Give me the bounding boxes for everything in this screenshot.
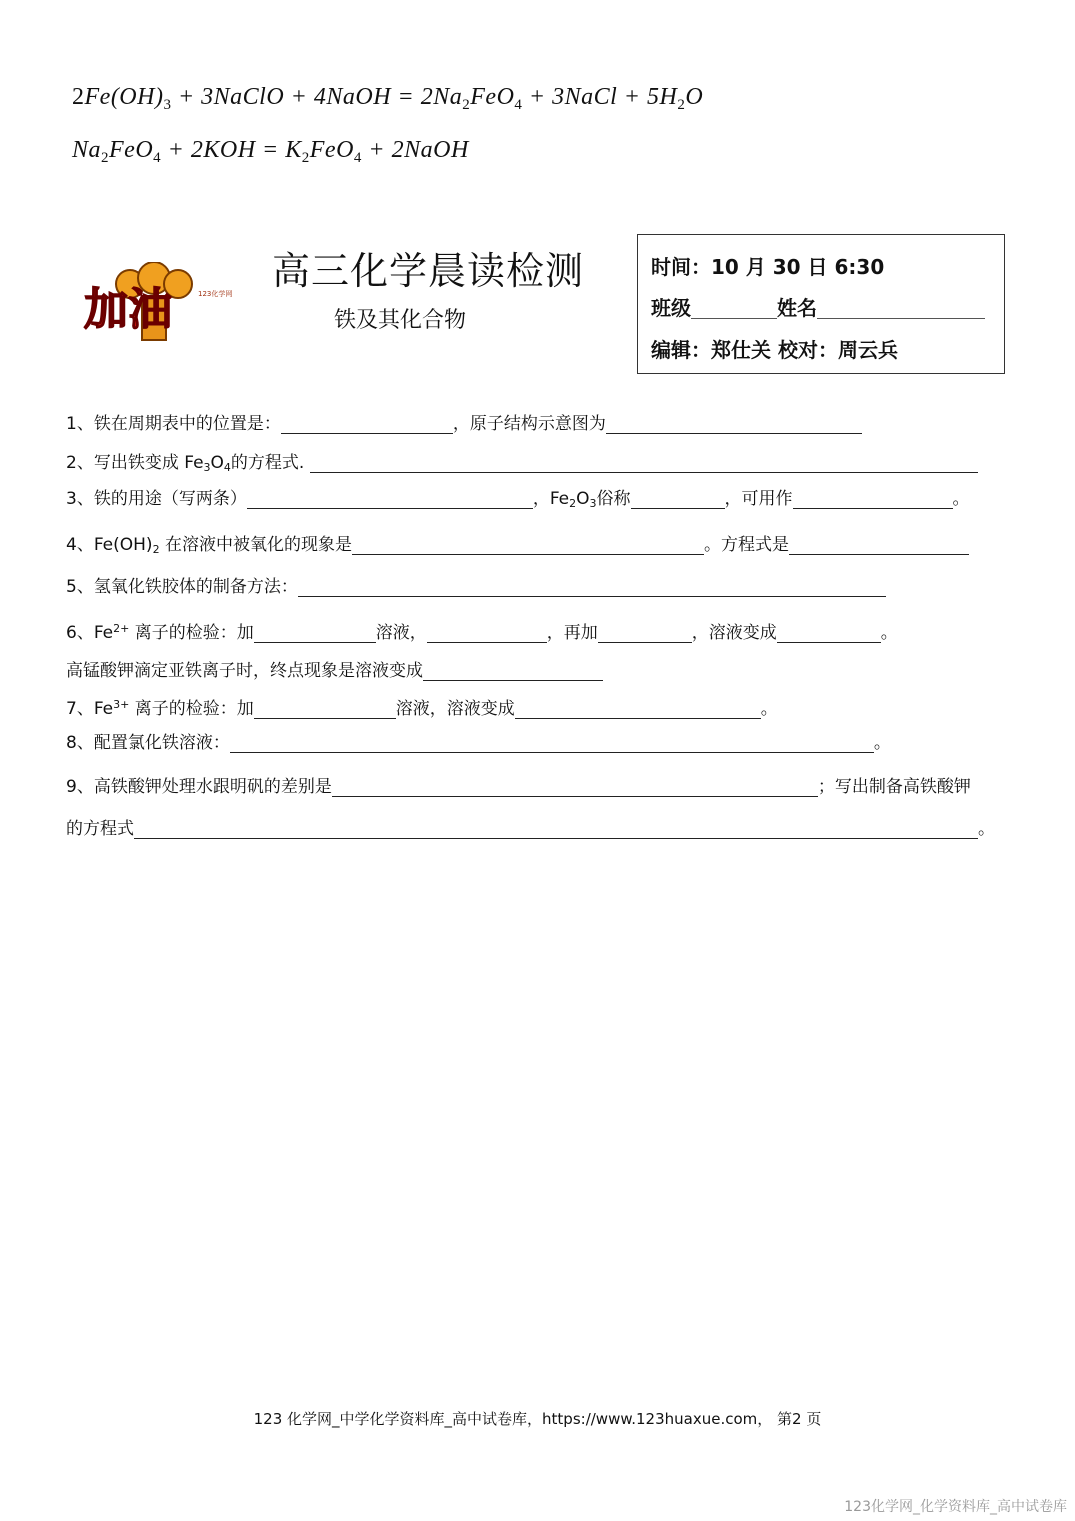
question-8: 8、配置氯化铁溶液： 。 [66,733,891,753]
page-footer: 123 化学网_中学化学资料库_高中试卷库，https://www.123huaxue.com， 第2 页 [253,1410,822,1428]
question-9: 9、高铁酸钾处理水跟明矾的差别是 ；写出制备高铁酸钾 [66,777,971,797]
page-subtitle: 铁及其化合物 [334,308,467,333]
answer-blank[interactable] [230,734,874,753]
logo-small-text: 123化学网 [198,290,233,298]
equation-1: $2Fe(OH)_3$ + 3NaClO + 4NaOH = $2Na_2FeO_4$ + 3NaCl + $5H_2O$ [72,84,704,113]
name-blank[interactable] [817,298,985,319]
question-7: 7、$Fe^{3+}$ 离子的检验：加 溶液，溶液变成 。 [66,698,778,719]
name-label: 姓名 [777,296,817,320]
logo [80,262,240,342]
answer-blank[interactable] [332,778,818,797]
answer-blank[interactable] [793,490,953,509]
info-box [637,234,1005,374]
question-6: 6、$Fe^{2+}$ 离子的检验：加 溶液， ，再加 ，溶液变成 。 [66,622,898,643]
answer-blank[interactable] [281,415,453,434]
question-9-sub: 的方程式 。 [66,819,995,839]
question-2: 2、写出铁变成 $Fe_3O_4$的方程式. [66,452,1016,479]
answer-blank[interactable] [352,536,704,555]
question-3: 3、铁的用途（写两条） ，$Fe_2O_3$俗称 ，可用作 。 [66,489,970,510]
answer-blank[interactable] [134,820,978,839]
answer-blank[interactable] [310,454,978,473]
class-name-row [651,292,985,321]
question-6-sub: 高锰酸钾滴定亚铁离子时，终点现象是溶液变成 [66,660,1016,682]
answer-blank[interactable] [254,700,396,719]
answer-blank[interactable] [789,536,969,555]
answer-blank[interactable] [427,624,547,643]
question-4: 4、$Fe(OH)_2$ 在溶液中被氧化的现象是 。方程式是 [66,534,1016,561]
answer-blank[interactable] [606,415,862,434]
answer-blank[interactable] [598,624,692,643]
answer-blank[interactable] [777,624,881,643]
equation-2: $Na_2FeO_4 + 2KOH = K_2FeO_4$ + 2NaOH [72,137,469,166]
watermark: 123化学网_化学资料库_高中试卷库 [844,1499,1067,1515]
answer-blank[interactable] [515,700,761,719]
answer-blank[interactable] [298,578,886,597]
answer-blank[interactable] [423,662,603,681]
logo-text: 加油 [84,284,172,335]
class-label: 班级 [651,296,691,320]
question-5: 5、氢氧化铁胶体的制备方法： [66,576,1016,598]
page-title: 高三化学晨读检测 [272,249,585,293]
question-1: 1、铁在周期表中的位置是： ，原子结构示意图为 [66,413,1016,435]
answer-blank[interactable] [247,490,533,509]
answer-blank[interactable] [254,624,376,643]
answer-blank[interactable] [631,490,725,509]
class-blank[interactable] [691,298,777,319]
editor-label: 编辑：郑仕关 校对：周云兵 [651,338,898,362]
time-label: 时间：10 月 30 日 6:30 [651,255,885,279]
